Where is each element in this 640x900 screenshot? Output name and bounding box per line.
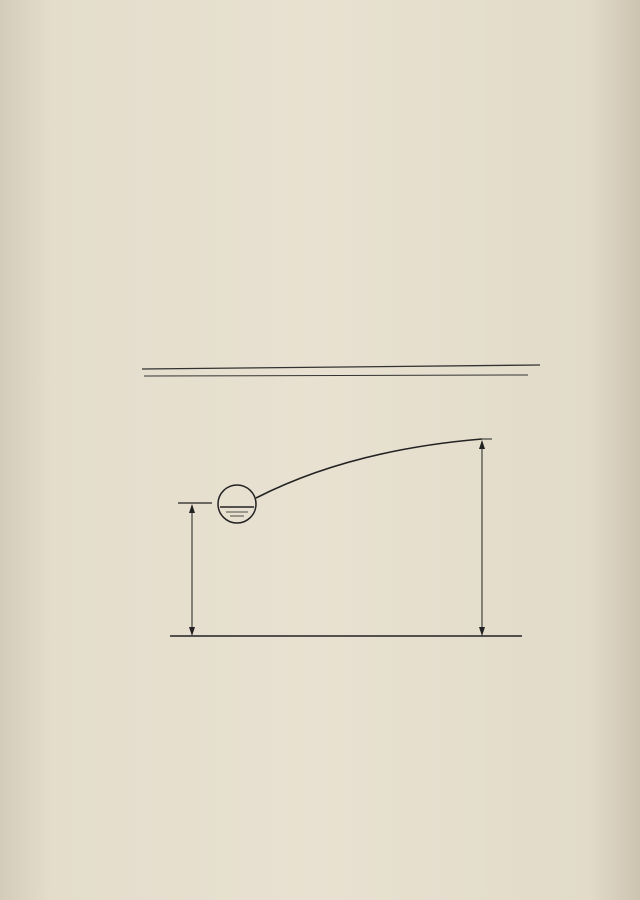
drain-pipe-circle bbox=[218, 485, 256, 523]
text-line bbox=[96, 140, 592, 160]
text-line bbox=[96, 219, 592, 239]
text-line bbox=[96, 101, 592, 121]
text-line bbox=[96, 82, 592, 102]
text-line bbox=[96, 62, 592, 82]
z2-arrow-top bbox=[189, 504, 195, 513]
text-line bbox=[96, 199, 592, 219]
text-line bbox=[96, 238, 592, 258]
ground-surface-line bbox=[142, 365, 540, 369]
paragraph-1 bbox=[96, 62, 592, 101]
text-line bbox=[96, 121, 592, 141]
body-text bbox=[96, 62, 592, 297]
paragraph-2 bbox=[96, 101, 592, 219]
z1-arrow-bottom bbox=[479, 627, 485, 636]
text-line bbox=[96, 258, 592, 278]
water-table-curve bbox=[256, 439, 482, 498]
z1-arrow-top bbox=[479, 440, 485, 449]
ground-surface-base bbox=[144, 375, 528, 376]
z2-arrow-bottom bbox=[189, 627, 195, 636]
text-line bbox=[96, 278, 592, 298]
drainage-diagram bbox=[130, 355, 540, 655]
text-line bbox=[96, 160, 592, 180]
paragraph-3 bbox=[96, 219, 592, 297]
formula-row bbox=[100, 298, 580, 320]
text-line bbox=[96, 180, 592, 200]
